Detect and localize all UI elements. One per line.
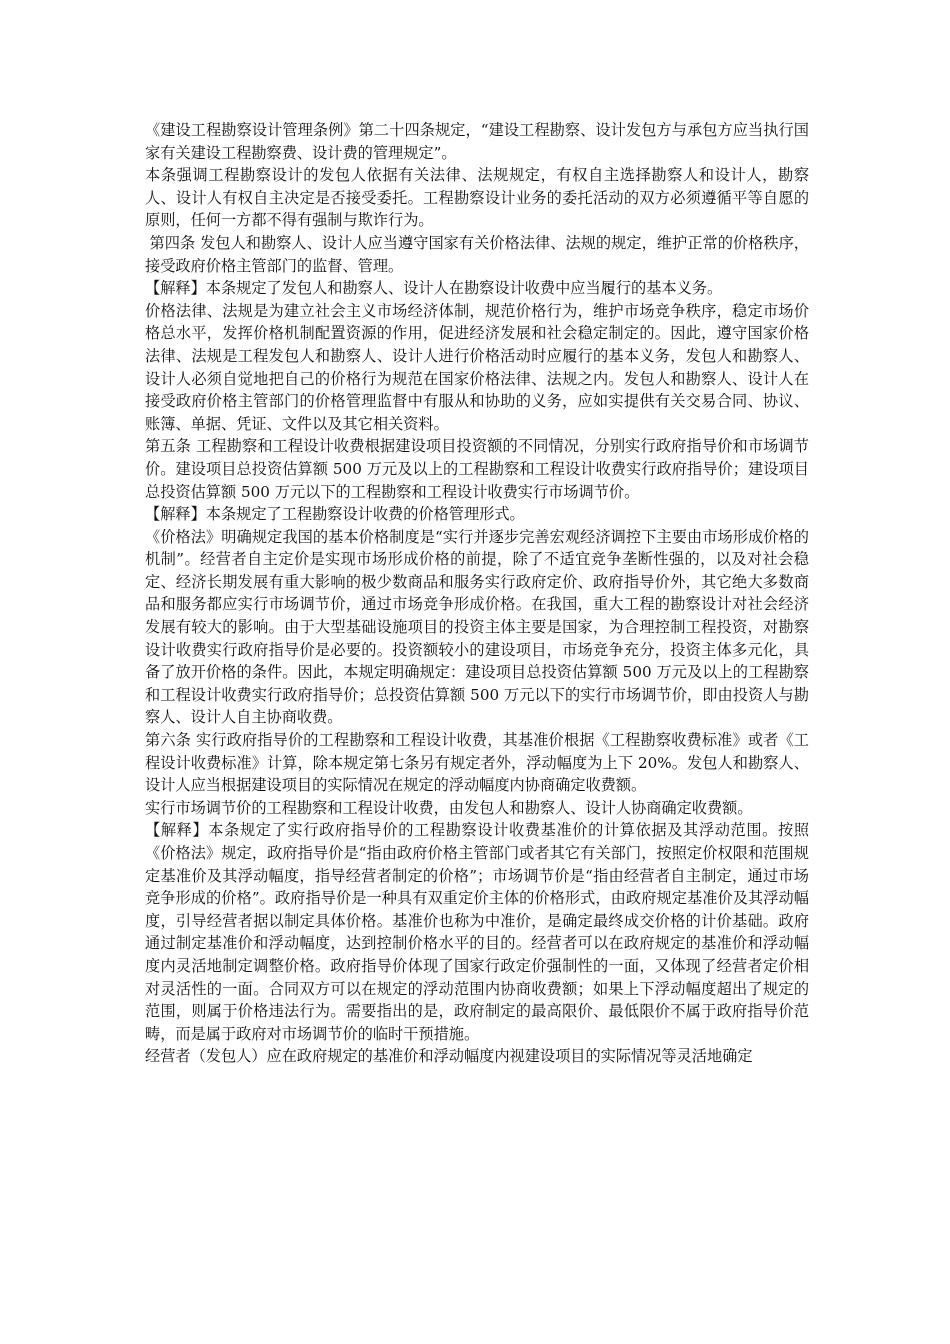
- paragraph-regulation-quote: 《建设工程勘察设计管理条例》第二十四条规定，“建设工程勘察、设计发包方与承包方应当执行国家有关建设工程勘察费、设计费的管理规定”。: [145, 121, 809, 162]
- paragraph-article-6: 第六条 实行政府指导价的工程勘察和工程设计收费，其基准价根据《工程勘察收费标准》或者《工程设计收费标准》计算，除本规定第七条另有规定者外，浮动幅度为上下 20%。发包人和勘察人、设计人应当根据建设项目的实际情况在规定的浮动幅度内协商确定收费额。: [145, 731, 809, 795]
- paragraph-article-explanation: 本条强调工程勘察设计的发包人依据有关法律、法规规定，有权自主选择勘察人和设计人，勘察人、设计人有权自主决定是否接受委托。工程勘察设计业务的委托活动的双方必须遵循平等自愿的原则，任何一方都不得有强制与欺诈行为。: [145, 166, 809, 230]
- paragraph-article-4: 第四条 发包人和勘察人、设计人应当遵守国家有关价格法律、法规的规定，维护正常的价格秩序，接受政府价格主管部门的监督、管理。: [145, 233, 809, 275]
- paragraph-article-5-note: 【解释】本条规定了工程勘察设计收费的价格管理形式。: [145, 505, 525, 524]
- paragraph-article-5-detail: 《价格法》明确规定我国的基本价格制度是“实行并逐步完善宏观经济调控下主要由市场形成价格的机制”。经营者自主定价是实现市场形成价格的前提，除了不适宜竞争垄断性强的，以及对社会稳定、经济长期发展有重大影响的极少数商品和服务实行政府定价、政府指导价外，其它绝大多数商品和服务都应实行市场调节价，通过市场竞争形成价格。在我国，重大工程的勘察设计对社会经济发展有较大的影响。由于大型基础设施项目的投资主体主要是国家，为合理控制工程投资，对勘察设计收费实行政府指导价是必要的。投资额较小的建设项目，市场竞争充分，投资主体多元化，具备了放开价格的条件。因此，本规定明确规定：建设项目总投资估算额 500 万元及以上的工程勘察和工程设计收费实行政府指导价；总投资估算额 500 万元以下的实行市场调节价，即由投资人与勘察人、设计人自主协商收费。: [145, 527, 809, 727]
- document-body: [145, 119, 809, 1068]
- paragraph-article-5: 第五条 工程勘察和工程设计收费根据建设项目投资额的不同情况，分别实行政府指导价和市场调节价。建设项目总投资估算额 500 万元及以上的工程勘察和工程设计收费实行政府指导价；建设项目总投资估算额 500 万元以下的工程勘察和工程设计收费实行市场调节价。: [145, 437, 809, 501]
- paragraph-article-4-note: 【解释】本条规定了发包人和勘察人、设计人在勘察设计收费中应当履行的基本义务。: [145, 279, 723, 298]
- paragraph-article-6-market: 实行市场调节价的工程勘察和工程设计收费，由发包人和勘察人、设计人协商确定收费额。: [145, 798, 753, 817]
- paragraph-article-6-note: 【解释】本条规定了实行政府指导价的工程勘察设计收费基准价的计算依据及其浮动范围。按照《价格法》规定，政府指导价是“指由政府价格主管部门或者其它有关部门，按照定价权限和范围规定基准价及其浮动幅度，指导经营者制定的价格”；市场调节价是“指由经营者自主制定，通过市场竞争形成的价格”。政府指导价是一种具有双重定价主体的价格形式，由政府规定基准价及其浮动幅度，引导经营者据以制定具体价格。基准价也称为中准价，是确定最终成交价格的计价基础。政府通过制定基准价和浮动幅度，达到控制价格水平的目的。经营者可以在政府规定的基准价和浮动幅度内灵活地制定调整价格。政府指导价体现了国家行政定价强制性的一面，又体现了经营者定价相对灵活性的一面。合同双方可以在规定的浮动范围内协商收费额；如果上下浮动幅度超出了规定的范围，则属于价格违法行为。需要指出的是，政府制定的最高限价、最低限价不属于政府指导价范畴，而是属于政府对市场调节价的临时干预措施。: [145, 821, 809, 1043]
- paragraph-continuation: 经营者（发包人）应在政府规定的基准价和浮动幅度内视建设项目的实际情况等灵活地确定: [145, 1047, 753, 1066]
- paragraph-article-4-detail: 价格法律、法规是为建立社会主义市场经济体制，规范价格行为，维护市场竞争秩序，稳定市场价格总水平，发挥价格机制配置资源的作用，促进经济发展和社会稳定制定的。因此，遵守国家价格法律、法规是工程发包人和勘察人、设计人进行价格活动时应履行的基本义务，发包人和勘察人、设计人必须自觉地把自己的价格行为规范在国家价格法律、法规之内。发包人和勘察人、设计人在接受政府价格主管部门的价格管理监督中有服从和协助的义务，应如实提供有关交易合同、协议、账簿、单据、凭证、文件以及其它相关资料。: [145, 301, 809, 433]
